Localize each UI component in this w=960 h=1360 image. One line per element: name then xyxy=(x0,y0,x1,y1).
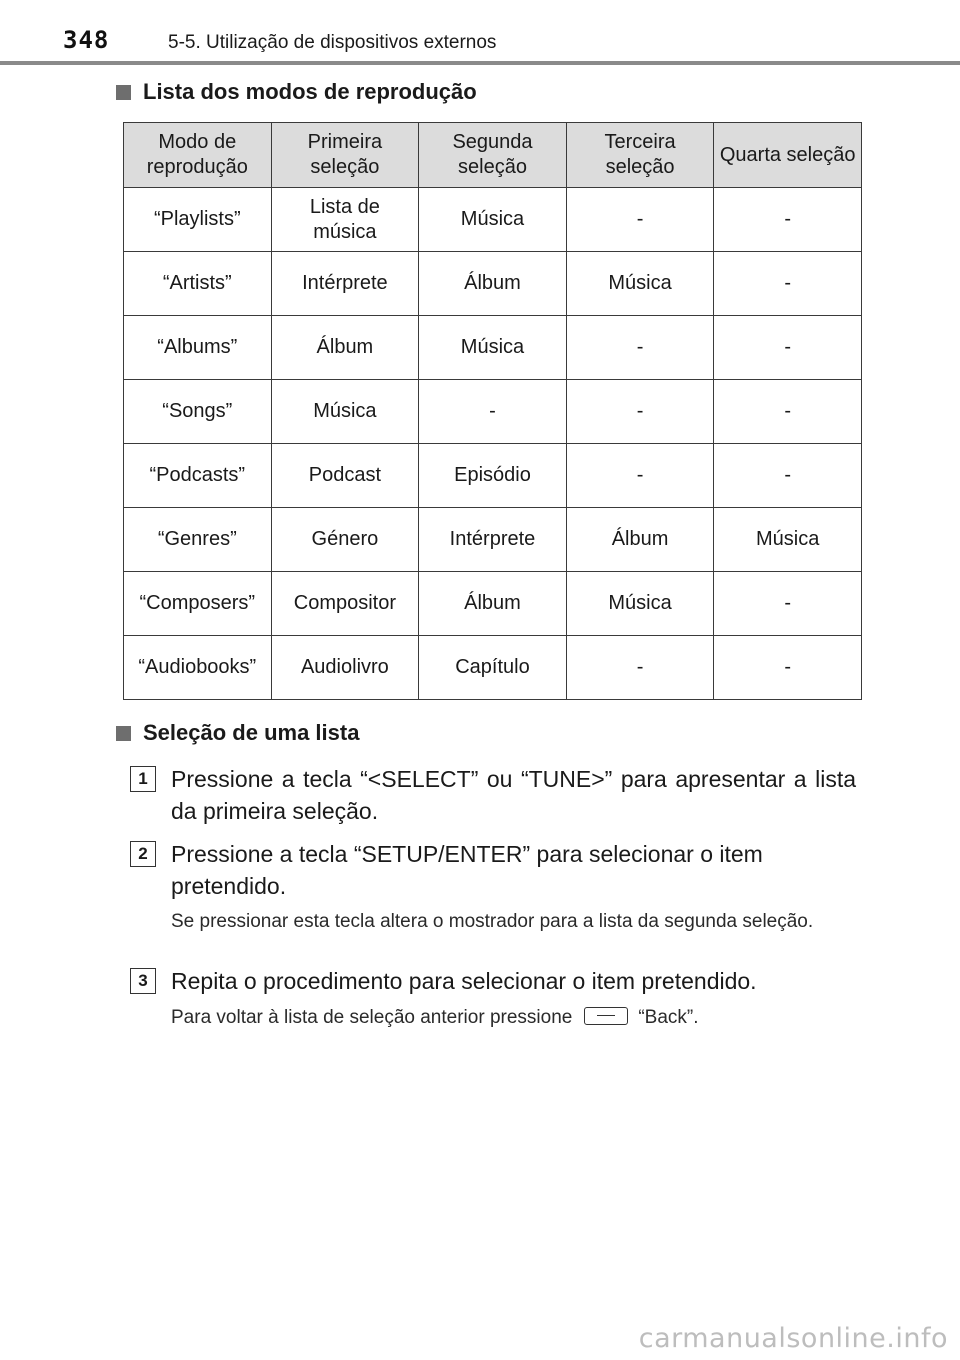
table-cell: - xyxy=(566,444,714,508)
step-text: Repita o procedimento para selecionar o item pretendido. xyxy=(171,968,757,994)
step-2 xyxy=(130,838,856,902)
table-cell: - xyxy=(714,572,862,636)
page-header xyxy=(0,0,960,70)
table-cell: “Genres” xyxy=(124,508,272,572)
heading-list-selection xyxy=(116,720,359,746)
table-row xyxy=(124,636,862,700)
table-cell: - xyxy=(714,380,862,444)
table-cell: - xyxy=(566,188,714,252)
table-row xyxy=(124,572,862,636)
step-1 xyxy=(130,763,856,827)
heading-text: Lista dos modos de reprodução xyxy=(143,79,477,104)
table-cell: Audiolivro xyxy=(271,636,419,700)
table-cell: “Composers” xyxy=(124,572,272,636)
header-cell: Primeira seleção xyxy=(271,123,419,188)
table-cell: Álbum xyxy=(271,316,419,380)
table-cell: Podcast xyxy=(271,444,419,508)
table-cell: Música xyxy=(714,508,862,572)
header-cell: Modo de reprodução xyxy=(124,123,272,188)
table-cell: Música xyxy=(566,252,714,316)
table-row xyxy=(124,316,862,380)
step-text: Pressione a tecla “SETUP/ENTER” para selecionar o item pretendido. xyxy=(171,841,763,899)
table-cell: “Audiobooks” xyxy=(124,636,272,700)
step-3 xyxy=(130,965,856,997)
heading-playback-modes xyxy=(116,79,477,105)
note-text-before: Para voltar à lista de seleção anterior pressione xyxy=(171,1007,573,1028)
table-header-row xyxy=(124,123,862,188)
table-cell: “Albums” xyxy=(124,316,272,380)
table-cell: - xyxy=(714,252,862,316)
square-bullet-icon xyxy=(116,726,131,741)
table-cell: - xyxy=(714,316,862,380)
table-cell: - xyxy=(566,380,714,444)
page-number: 348 xyxy=(63,26,110,54)
table-cell: “Podcasts” xyxy=(124,444,272,508)
header-cell: Terceira seleção xyxy=(566,123,714,188)
step-3-note xyxy=(171,1006,856,1030)
heading-text: Seleção de uma lista xyxy=(143,720,360,745)
table-cell: Género xyxy=(271,508,419,572)
header-rule xyxy=(0,61,960,65)
note-text-after: “Back”. xyxy=(638,1007,699,1028)
playback-modes-table xyxy=(123,122,862,700)
table-cell: Lista de música xyxy=(271,188,419,252)
table-cell: - xyxy=(714,636,862,700)
back-button-icon xyxy=(584,1007,628,1025)
table-cell: Capítulo xyxy=(419,636,567,700)
table-cell: Música xyxy=(419,316,567,380)
table-cell: Intérprete xyxy=(271,252,419,316)
header-cell: Segunda seleção xyxy=(419,123,567,188)
square-bullet-icon xyxy=(116,85,131,100)
table-row xyxy=(124,444,862,508)
step-number-badge: 1 xyxy=(130,766,156,792)
table-cell: - xyxy=(566,636,714,700)
table-cell: “Playlists” xyxy=(124,188,272,252)
table-row xyxy=(124,188,862,252)
table-cell: Álbum xyxy=(419,572,567,636)
table-row xyxy=(124,380,862,444)
table-cell: - xyxy=(566,316,714,380)
table-cell: Música xyxy=(566,572,714,636)
table-cell: Episódio xyxy=(419,444,567,508)
table-cell: “Artists” xyxy=(124,252,272,316)
table-cell: Álbum xyxy=(566,508,714,572)
watermark: carmanualsonline.info xyxy=(638,1323,948,1354)
step-2-note: Se pressionar esta tecla altera o mostrador para a lista da segunda seleção. xyxy=(171,911,814,932)
table-cell: Álbum xyxy=(419,252,567,316)
step-number-badge: 3 xyxy=(130,968,156,994)
table-cell: - xyxy=(419,380,567,444)
section-title: 5-5. Utilização de dispositivos externos xyxy=(168,32,497,53)
table-cell: Música xyxy=(419,188,567,252)
table-cell: “Songs” xyxy=(124,380,272,444)
table-cell: Intérprete xyxy=(419,508,567,572)
header-cell: Quarta seleção xyxy=(714,123,862,188)
step-number-badge: 2 xyxy=(130,841,156,867)
table-cell: Compositor xyxy=(271,572,419,636)
table-row xyxy=(124,508,862,572)
table-cell: Música xyxy=(271,380,419,444)
step-text: Pressione a tecla “<SELECT” ou “TUNE>” para apresentar a lista da primeira seleção. xyxy=(171,766,856,824)
table-cell: - xyxy=(714,188,862,252)
table-cell: - xyxy=(714,444,862,508)
table-row xyxy=(124,252,862,316)
